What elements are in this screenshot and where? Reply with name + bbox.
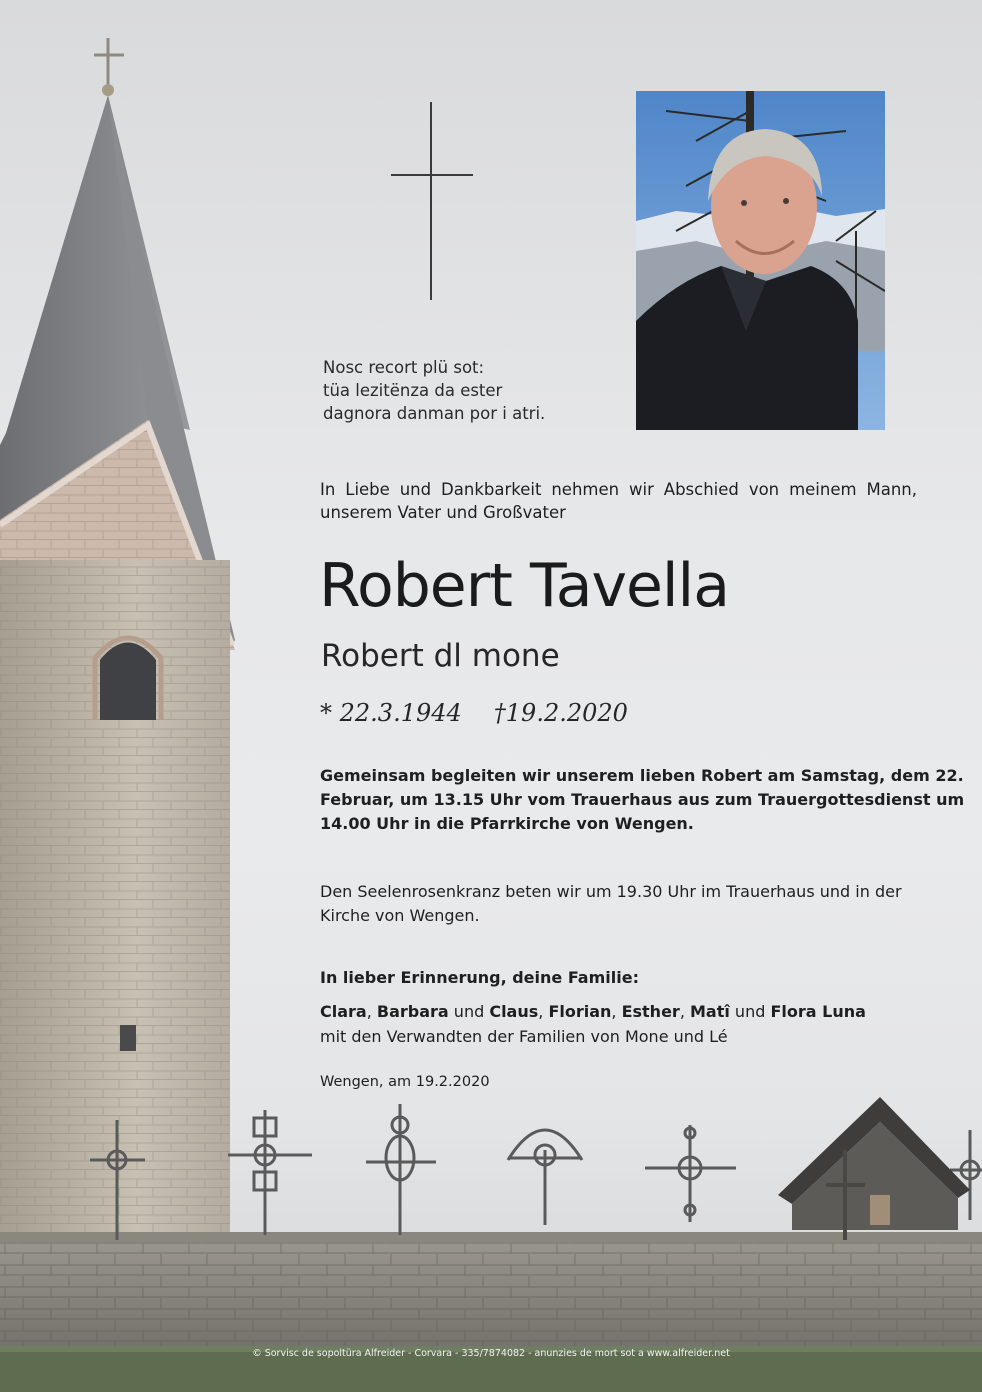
intro-text: In Liebe und Dankbarkeit nehmen wir Abschied von meinem Mann, unserem Vater und Großvater — [320, 480, 917, 522]
family-member: Barbara — [376, 1002, 449, 1021]
funeral-line: Gemeinsam begleiten wir unserem lieben Robert am Samstag, dem 22. — [320, 766, 964, 785]
grave-cross-icon — [228, 1110, 312, 1235]
funeral-line: Februar, um 13.15 Uhr vom Trauerhaus aus zum Trauergottesdienst um — [320, 790, 965, 809]
family-member: Florian — [548, 1002, 612, 1021]
deceased-nickname: Robert dl mone — [321, 638, 560, 674]
rosary-line: Kirche von Wengen. — [320, 906, 480, 925]
family-members-line — [320, 999, 866, 1024]
quote-line: dagnora danman por i atri. — [323, 404, 546, 423]
family-member: Esther — [621, 1002, 680, 1021]
grave-cross-icon — [366, 1104, 436, 1235]
portrait-photo — [636, 91, 885, 430]
family-member: Clara — [320, 1002, 367, 1021]
deceased-name: Robert Tavella — [319, 551, 729, 621]
grave-cross-icon — [645, 1125, 736, 1222]
separator: und — [448, 1002, 490, 1021]
family-names — [320, 999, 866, 1049]
quote-line: Nosc recort plü sot: — [323, 358, 485, 377]
cross-icon — [391, 102, 473, 300]
life-dates — [320, 695, 628, 731]
separator: und — [729, 1002, 771, 1021]
footer-credit: © Sorvisc de sopoltüra Alfreider - Corvara - 335/7874082 - anunzies de mort sot a www.alfreider.net — [252, 1348, 730, 1359]
grave-cross-icon — [508, 1130, 582, 1225]
separator: , — [366, 1002, 377, 1021]
relatives-line: mit den Verwandten der Familien von Mone und Lé — [320, 1027, 728, 1046]
separator: , — [538, 1002, 549, 1021]
rosary-line: Den Seelenrosenkranz beten wir um 19.30 Uhr im Trauerhaus und in der — [320, 882, 902, 901]
family-member: Matî — [689, 1002, 730, 1021]
separator: , — [611, 1002, 622, 1021]
separator: , — [679, 1002, 690, 1021]
quote-line: tüa lezitënza da ester — [323, 381, 503, 400]
memorial-quote — [323, 356, 545, 425]
wayside-shrine-icon — [778, 1097, 970, 1240]
family-member: Flora Luna — [770, 1002, 866, 1021]
funeral-announcement — [320, 764, 965, 836]
death-date: †19.2.2020 — [493, 699, 628, 727]
spire-cross-icon — [94, 38, 124, 86]
rosary-announcement — [320, 880, 918, 928]
funeral-line: 14.00 Uhr in die Pfarrkirche von Wengen. — [320, 814, 694, 833]
family-heading: In lieber Erinnerung, deine Familie: — [320, 968, 639, 987]
place-date: Wengen, am 19.2.2020 — [320, 1074, 490, 1090]
birth-date: * 22.3.1944 — [320, 699, 462, 727]
family-member: Claus — [489, 1002, 539, 1021]
